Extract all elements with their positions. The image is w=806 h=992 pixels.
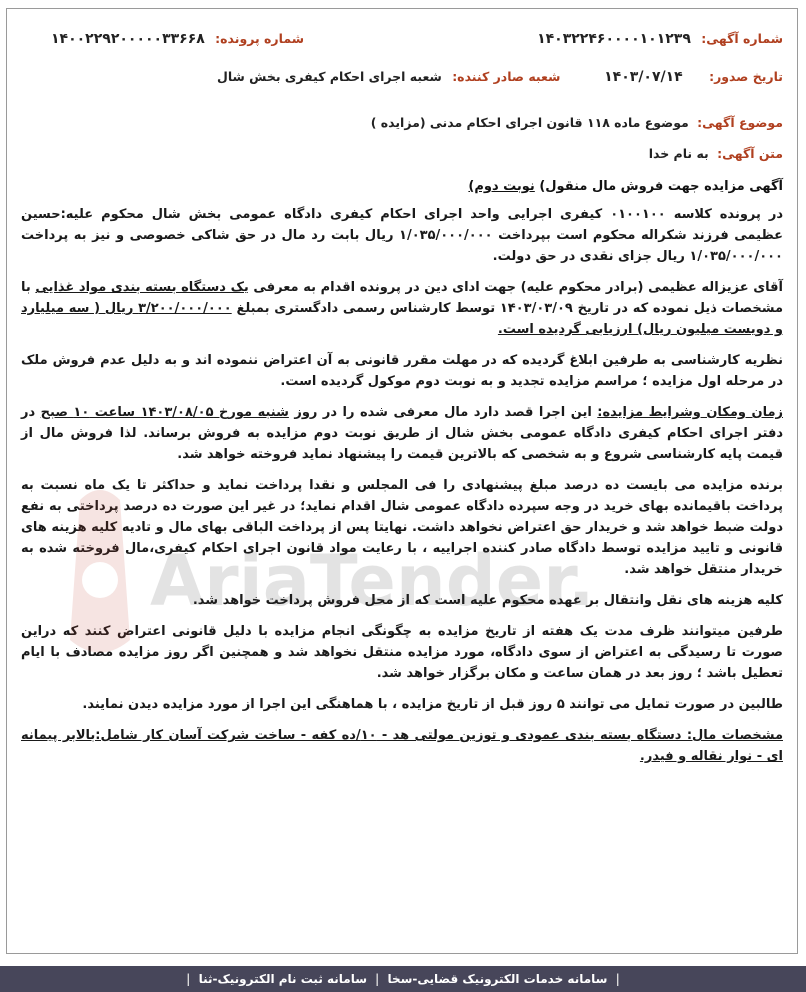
paragraph-time-place (21, 402, 783, 465)
title-prefix: آگهی مزایده جهت فروش مال منقول) (534, 179, 783, 194)
paragraph-item-specs: مشخصات مال: دستگاه بسته بندی عمودی و توزین مولتی هد - ۱۰/ده کفه - ساخت شرکت آسان کار شامل:بالابر پیمانه ای - نوار نقاله و فیدر. (21, 728, 783, 764)
text-intro: به نام خدا (648, 146, 709, 161)
footer-link-sakha[interactable]: سامانه خدمات الکترونیک قضایی-سخا (387, 972, 608, 986)
auction-datetime: شنبه مورخ ۱۴۰۳/۰۸/۰۵ ساعت ۱۰ صبح (40, 405, 289, 420)
meta-row-2 (21, 69, 783, 97)
notice-frame (6, 8, 798, 954)
footer-separator: | (615, 972, 620, 986)
title-round: نوبت دوم) (468, 179, 535, 194)
subject-row (21, 115, 783, 130)
footer-separator: | (186, 972, 191, 986)
time-place-heading: زمان ومکان وشرایط مزایده: (597, 405, 784, 420)
issue-date (604, 69, 783, 85)
issue-date-label: تاریخ صدور: (709, 69, 783, 84)
subject-value: موضوع ماده ۱۱۸ قانون اجرای احکام مدنی (مزایده ) (370, 115, 689, 130)
notice-number-value: ۱۴۰۳۲۲۴۶۰۰۰۰۱۰۱۲۳۹ (537, 31, 691, 47)
case-number-label: شماره پرونده: (215, 31, 304, 46)
valuation-item: یک دستگاه بسته بندی مواد غذایی (35, 280, 249, 295)
paragraph-valuation (21, 277, 783, 340)
notice-number-label: شماره آگهی: (701, 31, 783, 46)
paragraph-inspection: طالبین در صورت تمایل می توانند ۵ روز قبل از تاریخ مزایده ، با هماهنگی این اجرا از مورد مزایده دیدن نمایند. (82, 697, 783, 712)
text-row (21, 146, 783, 161)
paragraph-costs: کلیه هزینه های نقل وانتقال بر عهده محکوم علیه است که از محل فروش پرداخت خواهد شد. (192, 593, 783, 608)
notice-title (21, 179, 783, 194)
subject-label: موضوع آگهی: (697, 115, 783, 130)
case-number (51, 31, 304, 47)
issuer (217, 69, 560, 84)
issue-date-value: ۱۴۰۳/۰۷/۱۴ (604, 69, 683, 85)
paragraph-winner-terms: برنده مزایده می بایست ده درصد مبلغ پیشنهادی را فی المجلس و نقدا پرداخت نماید و حداکثر تا یک ماه نسبت به پرداخت باقیمانده بهای خرید در وجه سپرده دادگاه عمومی شال اقدام نماید؛ در غیر این صورت ده درصد پرداختی به نفع دولت ضبط خواهد شد و خریدار حق اعتراض نخواهد داشت. نهایتا پس از پرداخت الباقی بهای مال و تادیه کلیه هزینه های قانونی و تایید مزایده توسط دادگاه صادر کننده اجراییه ، با رعایت مواد قانون اجرای احکام کیفری،مال فروخته شده به خریدار منتقل خواهد شد. (21, 478, 783, 577)
paragraph-objection: نظریه کارشناسی به طرفین ابلاغ گردیده که در مهلت مقرر قانونی به آن اعتراض ننموده اند و به دلیل عدم فروش ملک در مرحله اول مزایده ؛ مراسم مزایده تجدید و به نوبت دوم موکول گردیده است. (21, 353, 783, 389)
paragraph-case: در پرونده کلاسه ۰۱۰۰۱۰۰ کیفری اجرایی واحد اجرای احکام کیفری دادگاه عمومی بخش شال محکوم علیه:حسین عظیمی فرزند شکراله محکوم است بپرداخت ۱/۰۳۵/۰۰۰/۰۰۰ ریال بابت رد مال در حق شاکی خصوصی و نیز به پرداخت ۱/۰۳۵/۰۰۰/۰۰۰ ریال جزای نقدی در حق دولت. (21, 207, 783, 264)
issuer-value: شعبه اجرای احکام کیفری بخش شال (217, 69, 442, 84)
time-place-part-b: این اجرا قصد دارد مال معرفی شده را در روز (288, 405, 598, 420)
footer-link-sana[interactable]: سامانه ثبت نام الکترونیک-ثنا (198, 972, 368, 986)
footer-bar (0, 966, 806, 992)
text-label: متن آگهی: (717, 146, 783, 161)
meta-row-1 (21, 31, 783, 59)
notice-number (537, 31, 783, 47)
footer-separator: | (375, 972, 380, 986)
valuation-amount: ۳/۲۰۰/۰۰۰/۰۰۰ ریال ( سه میلیارد و دویست میلیون ریال) ارزیابی گردیده است. (21, 301, 783, 337)
issuer-label: شعبه صادر کننده: (452, 69, 561, 84)
case-number-value: ۱۴۰۰۲۲۹۲۰۰۰۰۰۳۳۶۶۸ (51, 31, 205, 47)
valuation-part-a: آقای عزیزاله عظیمی (برادر محکوم علیه) جهت ادای دین در پرونده اقدام به معرفی (248, 280, 783, 295)
valuation-part-c: با مشخصات ذیل نموده که در تاریخ ۱۴۰۳/۰۳/۰۹ توسط کارشناس رسمی دادگستری بمبلغ (21, 280, 784, 316)
paragraph-appeal: طرفین میتوانند ظرف مدت یک هفته از تاریخ مزایده به چگونگی انجام مزایده با دلیل قانونی اعتراض کنند که دراین صورت تا رسیدگی به اعتراض از سوی دادگاه، مورد مزایده منتقل نخواهد شد و همچنین اگر روز مزایده مصادف با ایام تعطیل باشد ؛ روز بعد در همان ساعت و مکان برگزار خواهد شد. (21, 624, 783, 681)
time-place-part-d: در دفتر اجرای احکام کیفری دادگاه عمومی بخش شال از طریق نوبت دوم مزایده به فروش برساند. لذا فروش مال از قیمت پایه کارشناسی شروع و به شخصی که بالاترین قیمت را پیشنهاد نماید فروخته خواهد شد. (21, 405, 783, 462)
